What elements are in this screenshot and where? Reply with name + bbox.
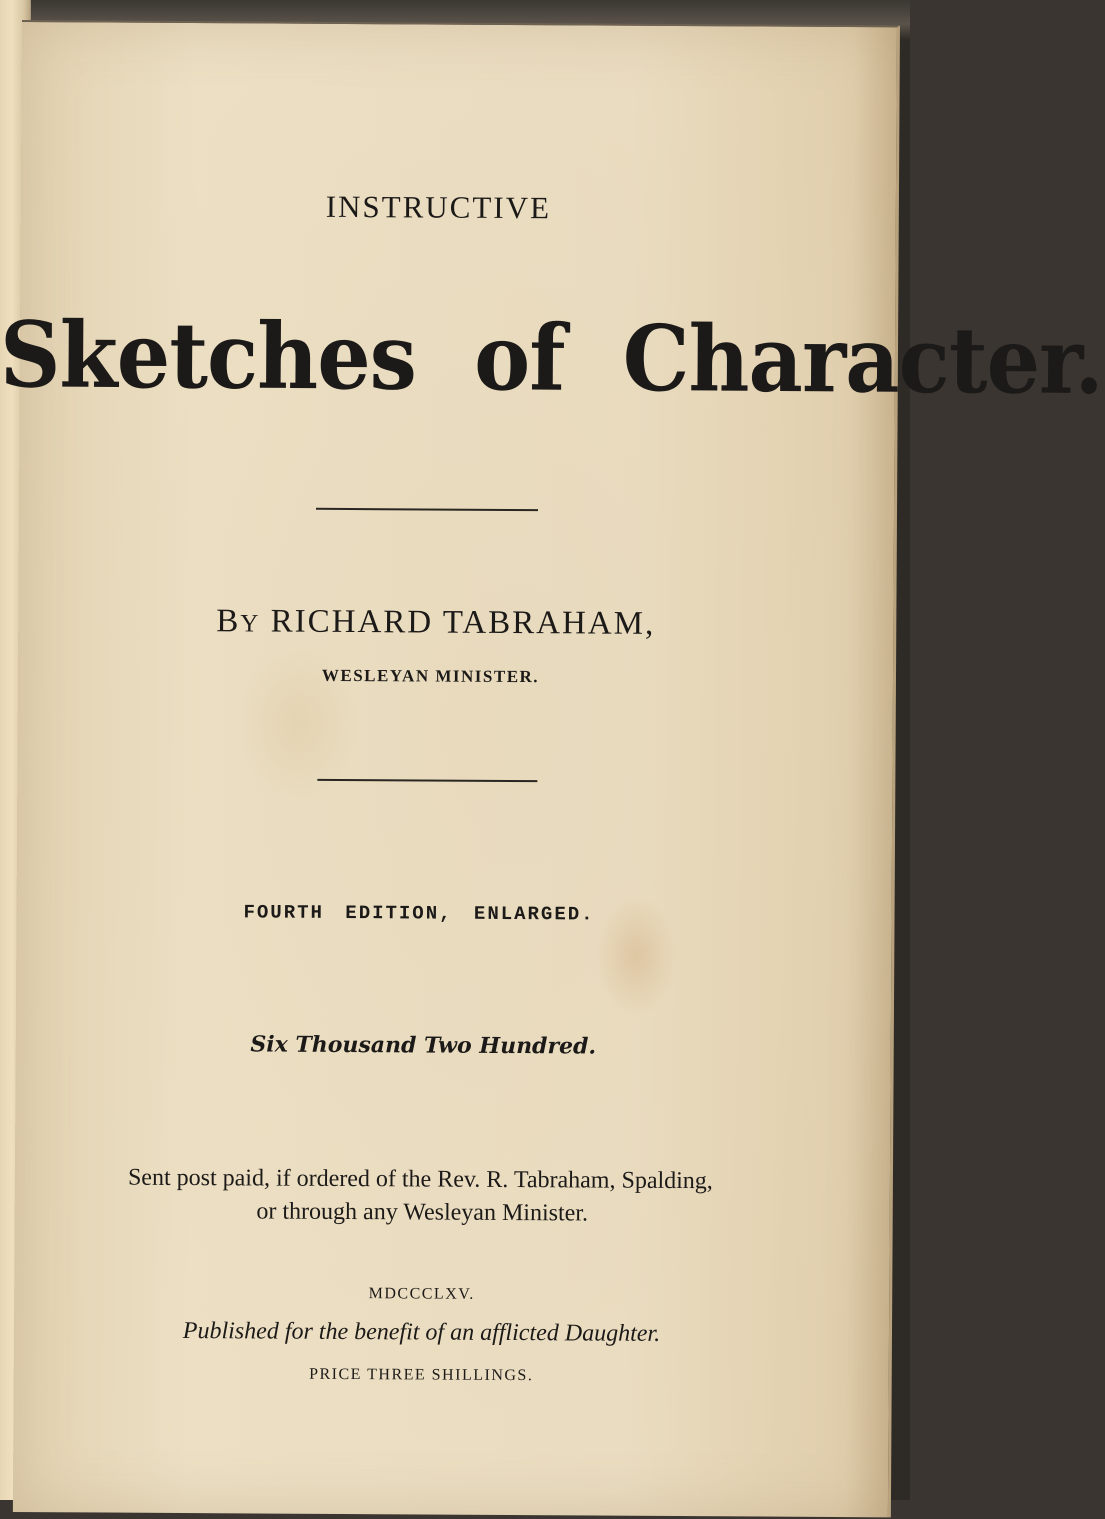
notice-line-1: Sent post paid, if ordered of the Rev. R. Tabraham, Spalding,	[127, 1164, 713, 1195]
copies-line: Six Thousand Two Hundred.	[250, 1031, 597, 1060]
edition-line: FOURTH EDITION, ENLARGED.	[243, 901, 595, 926]
book-title: Sketches of Character.	[0, 300, 1104, 415]
publication-year: MDCCCLXV.	[368, 1285, 475, 1303]
author-prefix-initial: B	[216, 603, 241, 640]
subtitle: INSTRUCTIVE	[325, 188, 552, 226]
notice-line-2: or through any Wesleyan Minister.	[256, 1198, 589, 1227]
author-role: WESLEYAN MINISTER.	[321, 665, 540, 687]
price-line: PRICE THREE SHILLINGS.	[309, 1365, 534, 1385]
title-page	[0, 20, 1104, 1517]
divider-rule-top	[316, 508, 538, 511]
author-line	[0, 602, 873, 644]
author-prefix-rest: Y	[240, 610, 261, 638]
divider-rule-bottom	[317, 779, 537, 782]
benefit-line: Published for the benefit of an afflicted Daughter.	[182, 1318, 661, 1347]
author-name: RICHARD TABRAHAM,	[270, 603, 656, 642]
